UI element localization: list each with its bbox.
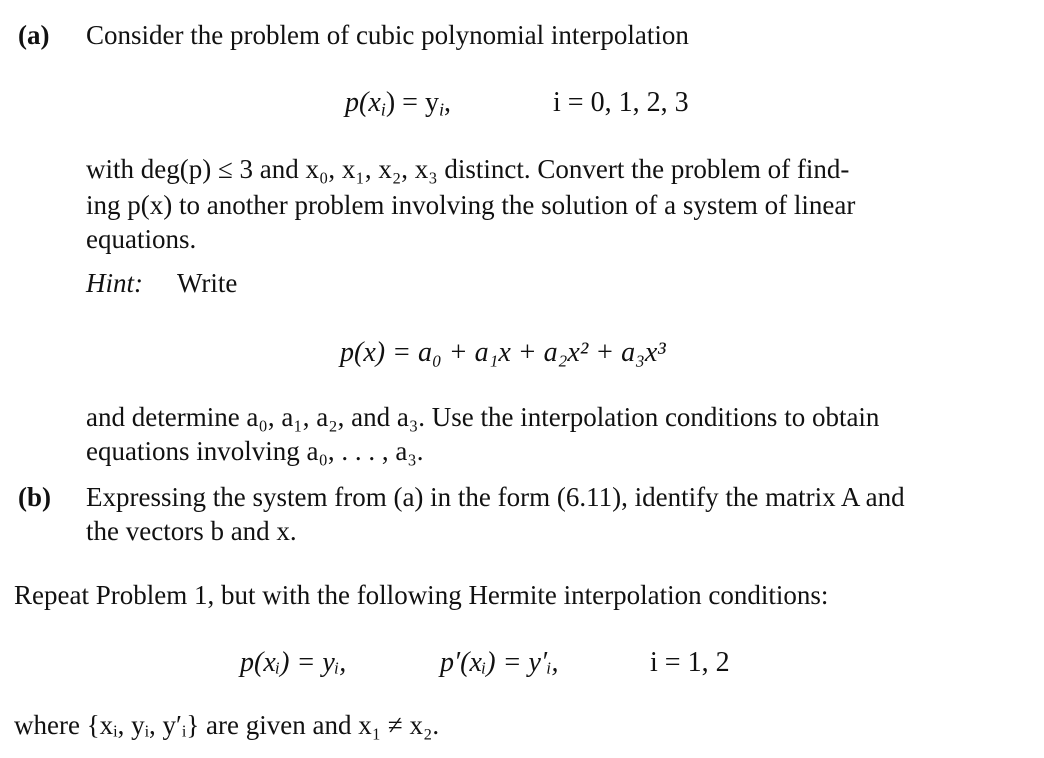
- eq1-mid: ) = y: [385, 87, 439, 118]
- equation-cubic-polynomial: p(x) = a₀ + a₁x + a₂x² + a₃x³: [340, 337, 666, 368]
- part-b-line2: the vectors b and x.: [86, 516, 297, 546]
- hermite-index-range: i = 1, 2: [650, 647, 730, 678]
- part-a-line4: ing p(x) to another problem involving the solution of a system of linear: [86, 190, 856, 220]
- eq1-comma: ,: [444, 87, 452, 118]
- hint-text: Write: [177, 268, 238, 298]
- part-a-line8: equations involving a₀, . . . , a₃.: [86, 436, 424, 466]
- part-a-label: (a): [18, 20, 50, 50]
- hermite-condition-2: p′(xᵢ) = y′ᵢ,: [440, 647, 559, 678]
- problem2-intro: Repeat Problem 1, but with the following Hermite interpolation conditions:: [14, 580, 829, 610]
- part-a-line7: and determine a₀, a₁, a₂, and a₃. Use the interpolation conditions to obtain: [86, 402, 880, 432]
- eq1-sub: i: [380, 99, 386, 120]
- equation-index-range: i = 0, 1, 2, 3: [553, 87, 689, 118]
- hermite-condition-1: p(xᵢ) = yᵢ,: [240, 647, 347, 678]
- eq1-sub2: i: [438, 99, 445, 120]
- equation-interpolation-condition: [345, 86, 451, 120]
- problem2-closing: where {xᵢ, yᵢ, y′ᵢ} are given and x₁ ≠ x₂.: [14, 710, 440, 740]
- part-b-line1: Expressing the system from (a) in the form (6.11), identify the matrix A and: [86, 482, 905, 512]
- eq1-left: p(x: [345, 87, 381, 118]
- part-a-line3: with deg(p) ≤ 3 and x₀, x₁, x₂, x₃ distinct. Convert the problem of find-: [86, 154, 850, 184]
- part-b-label: (b): [18, 482, 51, 512]
- part-a-line5: equations.: [86, 224, 197, 254]
- part-a-intro: Consider the problem of cubic polynomial interpolation: [86, 20, 689, 50]
- hint-label: Hint:: [86, 268, 143, 298]
